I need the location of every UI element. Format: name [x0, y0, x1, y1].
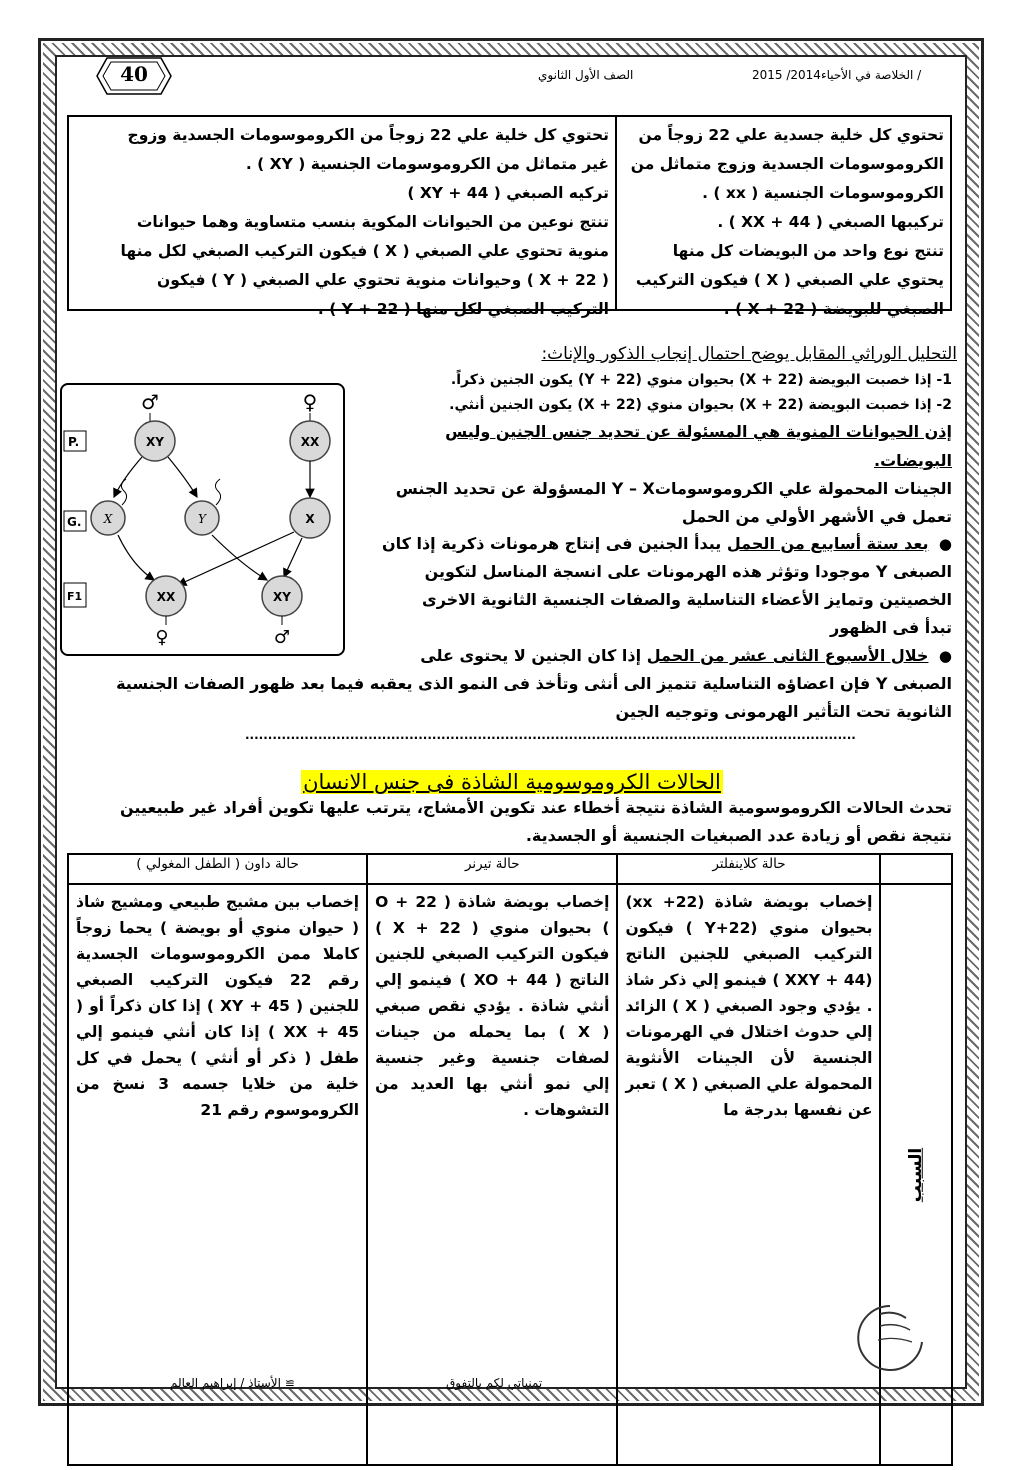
male-column — [69, 117, 615, 318]
genes-line-2: تعمل في الأشهر الأولي من الحمل — [681, 507, 952, 526]
genetics-section-title: التحليل الوراثي المقابل يوضح احتمال إنجاب الذكور والإناث: — [541, 344, 957, 364]
female-line: الكروموسومات الجسدية وزوج متماثل من — [630, 155, 944, 173]
female-line: الصبغي للبويضة ( 22 + X ) . — [723, 300, 944, 318]
bullet-six-weeks-line-2: الصبغى Y موجودا وتؤثر هذه الهرمونات على انسجة المناسل لتكوين — [424, 562, 952, 581]
gamete-y-label: Y — [198, 512, 206, 526]
dotted-divider: ...................................................................................................................................... — [245, 728, 856, 742]
cause-label-cell — [880, 884, 952, 1465]
corner-cell — [880, 854, 952, 884]
sex-chromosome-comparison-table — [67, 115, 952, 318]
male-line: تحتوي كل خلية علي 22 زوجاً من الكروموسومات الجسدية وزوج — [127, 126, 609, 144]
offspring-male-symbol-icon: ♂ — [273, 627, 291, 648]
footer-wish: تمنياتي لكم بالتفوق — [446, 1376, 543, 1390]
offspring-female-label: XX — [156, 590, 176, 604]
female-line: يحتوي علي الصبغي ( X ) فيكون التركيب — [635, 271, 944, 289]
genes-line-1: الجينات المحمولة علي الكروموسوماتY – X المسؤولة عن تحديد الجنس — [395, 479, 952, 498]
female-symbol-icon: ♀ — [302, 390, 318, 414]
male-line: تركيه الصبغي ( 44 + XY ) — [407, 184, 609, 202]
anomalies-intro-2: نتيجة نقص أو زيادة عدد الصبغيات الجنسية أو الجسدية. — [525, 826, 952, 845]
page-number-badge — [95, 56, 173, 96]
bullet-twelfth-week — [420, 646, 952, 665]
male-line: منوية تحتوي علي الصبغي ( X ) فيكون التركيب الصبغي لكل منها — [120, 242, 609, 260]
bullet-six-weeks-heading: بعد ستة أسابيع من الحمل — [726, 534, 929, 553]
label-p: P. — [68, 435, 80, 449]
parent-female-label: XX — [300, 435, 320, 449]
female-line: الكروموسومات الجنسية ( xx ) . — [702, 184, 944, 202]
male-line: التركيب الصبغي لكل منها ( 22 + Y ) . — [317, 300, 609, 318]
bullet-icon: ● — [928, 535, 952, 553]
male-line: تنتج نوعين من الحيوانات المكوية بنسب متساوية وهما حيوانات — [136, 213, 609, 231]
label-p-box — [64, 431, 86, 451]
header-turner: حالة تيرنر — [367, 854, 617, 884]
genetics-item-2: 2- إذا خصبت البويضة (22 + X) بحيوان منوي (22 + X) يكون الجنين أنثي. — [449, 397, 952, 413]
bullet-twelfth-week-line-3: الثانوية تحت التأثير الهرمونى وتوجيه الجين — [615, 702, 952, 721]
author-logo — [850, 1300, 930, 1372]
bullet-twelfth-week-line-2: الصبغى Y فإن اعضاؤه التناسلية تتميز الى أنثى وتأخذ فى النمو الذى يعقبه فيما بعد ظهور الصفات الجنسية — [116, 674, 952, 693]
female-column — [615, 117, 950, 318]
parent-male-label: XY — [146, 435, 164, 449]
label-f1: F1 — [67, 590, 83, 603]
klinefelter-cause: إخصاب بويضة شاذة (xx +22) بحيوان منوي (22+Y ) فيكون التركيب الصبغي للجنين الناتج (44 + XXY ) فينمو إلي ذكر شاذ . يؤدي وجود الصبغي ( X ) الزائد إلي حدوث اختلال في الهرمونات الجنسية لأن الجينات الأنثوية المحمولة علي الصبغي ( X ) تعبر عن نفسها بدرجة ما — [617, 884, 880, 1465]
conclusion-line-1: إذن الحيوانات المنوية هي المسئولة عن تحديد جنس الجنين وليس — [445, 422, 952, 441]
down-cause: إخصاب بين مشيج طبيعي ومشيج شاذ ( حيوان منوي أو بويضة ) يحما زوجاً كاملا ممن الكروموسومات الجسدية رقم 22 فيكون التركيب الصبغي للجنين ( 45 + XY ) إذا كان ذكراً أو ( 45 + XX ) إذا كان أنثي فينمو إلي طفل ( ذكر أو أنثي ) يحمل في كل خلية من خلايا جسمه 3 نسخ من الكروموسوم رقم 21 — [68, 884, 367, 1465]
header-down: حالة داون ( الطفل المغولي ) — [68, 854, 367, 884]
conclusion-line-2: البويضات. — [874, 451, 952, 470]
header-grade: الصف الأول الثانوي — [538, 68, 634, 82]
offspring-female-symbol-icon: ♀ — [155, 627, 169, 648]
cause-label: السبب — [906, 1147, 927, 1202]
bullet-six-weeks-text: يبدأ الجنين فى إنتاج هرمونات ذكرية إذا كان — [381, 534, 727, 553]
female-line: تنتج نوع واحد من البويضات كل منها — [672, 242, 944, 260]
male-line: غير متماثل من الكروموسومات الجنسية ( XY ) . — [245, 155, 609, 173]
header-title: / الخلاصة في الأحياء2014/ 2015 — [752, 68, 922, 82]
footer-teacher: ≅ الأستاذ / إبراهيم العالم — [170, 1376, 295, 1390]
anomalies-title: الحالات الكروموسومية الشاذة فى جنس الانسان — [303, 770, 721, 794]
label-g: G. — [67, 515, 82, 529]
turner-cause: إخصاب بويضة شاذة ( 22 + O ) بحيوان منوي ( 22 + X ) فيكون التركيب الصبغي للجنين الناتج ( 44 + XO ) فينمو إلي أنثي شاذة . يؤدي نقص صبغي ( X ) بما يحمله من جينات لصفات جنسية وغير جنسية إلي نمو أنثي بها العديد من التشوهات . — [367, 884, 617, 1465]
male-line: ( 22 + X ) وحيوانات منوية تحتوي علي الصبغي ( Y ) فيكون — [157, 271, 609, 289]
sex-inheritance-diagram — [60, 383, 345, 656]
female-line: تحتوي كل خلية جسدية علي 22 زوجاً من — [638, 126, 944, 144]
header-klinefelter: حالة كلاينفلتر — [617, 854, 880, 884]
female-line: تركيبها الصبغي ( 44 + XX ) . — [717, 213, 944, 231]
gamete-egg-label: X — [305, 512, 315, 526]
genetics-item-1: 1- إذا خصبت البويضة (22 + X) بحيوان منوي (22 + Y) يكون الجنين ذكراً. — [450, 372, 952, 388]
bullet-twelfth-week-text: إذا كان الجنين لا يحتوى على — [420, 646, 647, 665]
anomalies-intro-1: تحدث الحالات الكروموسومية الشاذة نتيجة أخطاء عند تكوين الأمشاج، يترتب عليها تكوين أفراد غير طبيعيين — [120, 798, 952, 817]
gamete-x-label: X — [103, 512, 113, 526]
offspring-male-label: XY — [273, 590, 291, 604]
bullet-icon: ● — [928, 647, 952, 665]
male-symbol-icon: ♂ — [141, 390, 159, 414]
bullet-six-weeks — [382, 534, 952, 553]
bullet-six-weeks-line-3: الخصيتين وتمايز الأعضاء التناسلية والصفات الجنسية الثانوية الاخرى — [422, 590, 952, 609]
bullet-twelfth-week-heading: خلال الأسبوع الثانى عشر من الحمل — [646, 646, 929, 665]
bullet-six-weeks-line-4: تبدأ فى الظهور — [830, 618, 952, 637]
page-number: 40 — [120, 62, 148, 86]
